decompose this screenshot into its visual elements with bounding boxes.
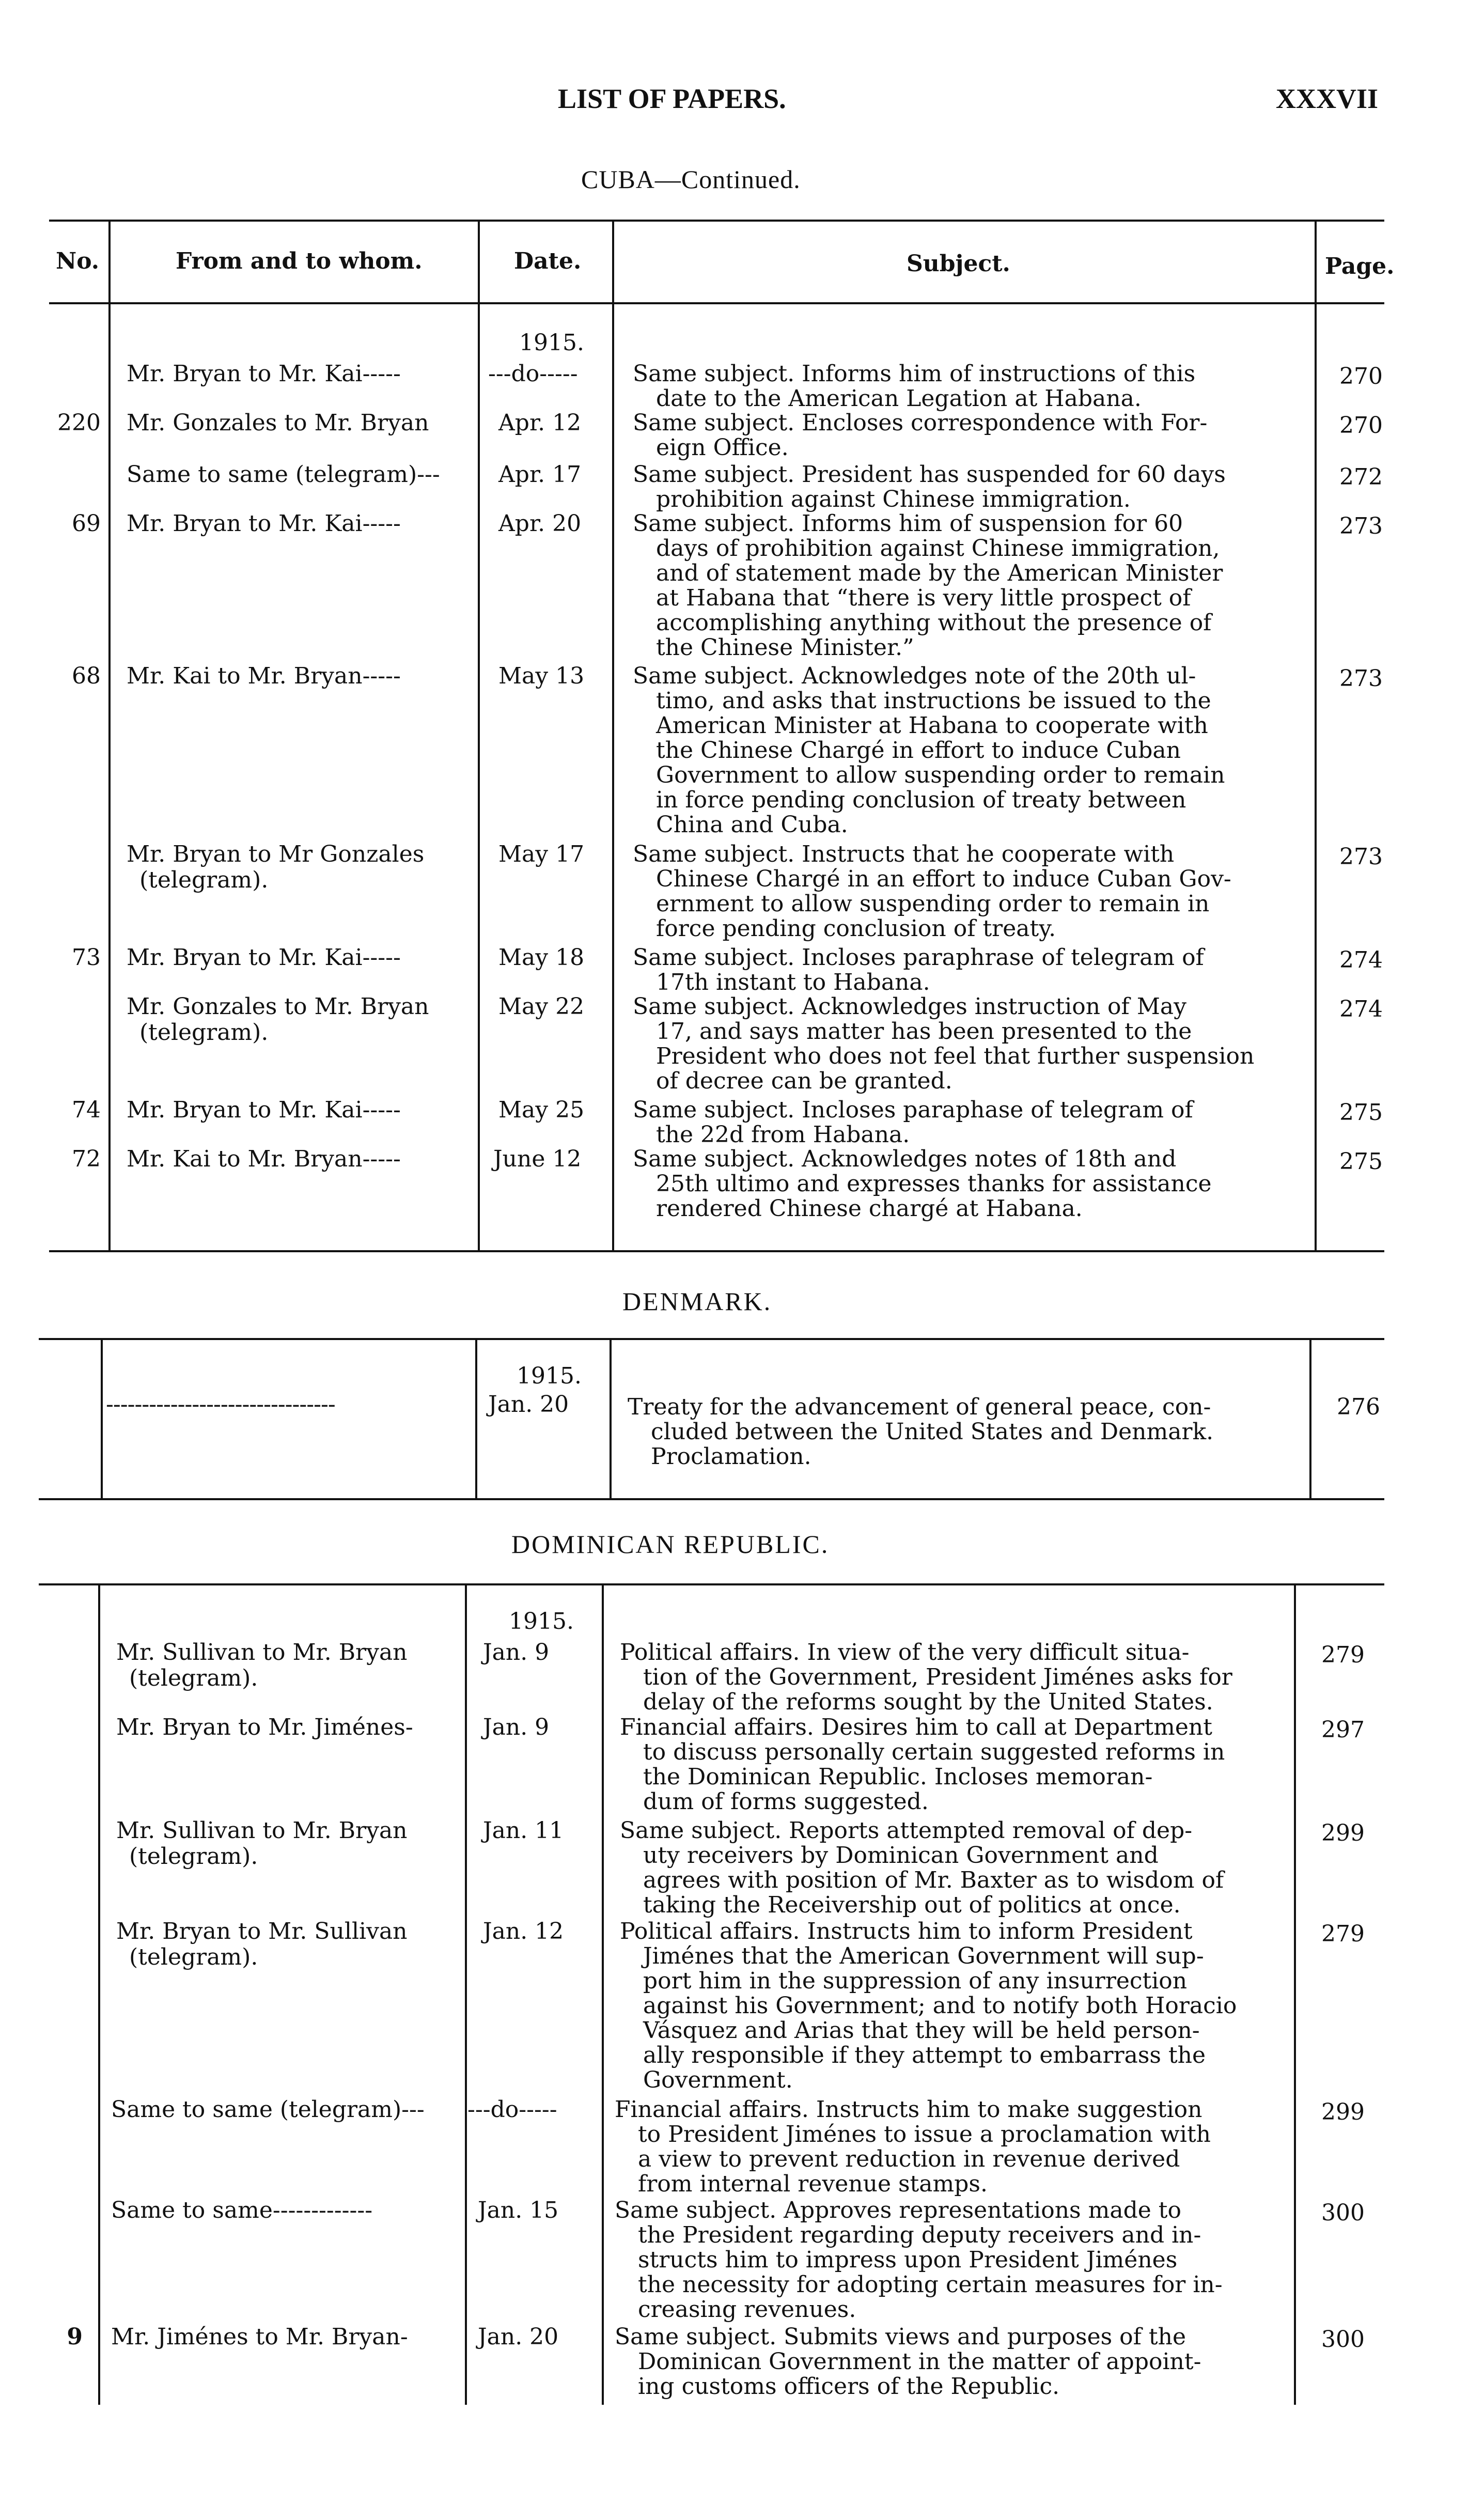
page-title: LIST OF PAPERS. <box>558 83 786 114</box>
row-date: Jan. 20 <box>478 2324 559 2350</box>
row-page: 270 <box>1339 363 1383 390</box>
subject-line: Same subject. Reports attempted removal of dep- <box>620 1817 1193 1844</box>
row-subject <box>615 2325 1296 2399</box>
subject-line: Same subject. Acknowledges instruction of May <box>633 993 1186 1020</box>
subject-line: Same subject. Incloses paraphrase of telegram of <box>633 944 1204 971</box>
subject-line: Same subject. President has suspended for 60 days <box>633 461 1226 488</box>
dominican-top-rule <box>39 1583 1384 1585</box>
row-subject <box>633 842 1315 941</box>
row-page: 279 <box>1321 1921 1365 1947</box>
subject-line: ally responsible if they attempt to embarrass the <box>643 2042 1206 2068</box>
col-header-no: No. <box>56 248 100 274</box>
subject-line: a view to prevent reduction in revenue derived <box>638 2146 1180 2172</box>
row-date: Jan. 12 <box>483 1918 564 1944</box>
subject-line: 17th instant to Habana. <box>656 969 930 995</box>
row-page: 297 <box>1321 1717 1365 1743</box>
page-numeral: XXXVII <box>1276 83 1379 114</box>
row-date: ---do----- <box>488 361 578 387</box>
subject-line: uty receivers by Dominican Government and <box>643 1842 1159 1869</box>
subject-line: agrees with position of Mr. Baxter as to wisdom of <box>643 1867 1224 1893</box>
row-date: May 13 <box>498 663 585 689</box>
subject-line: Government to allow suspending order to remain <box>656 762 1225 788</box>
row-date: May 22 <box>498 993 585 1020</box>
from-to-line: Same to same (telegram)--- <box>127 461 440 488</box>
row-date: May 18 <box>498 944 585 971</box>
row-date: ---do----- <box>467 2096 557 2123</box>
subject-line: Same subject. Instructs that he cooperate with <box>633 841 1175 867</box>
row-page: 275 <box>1339 1099 1383 1126</box>
from-to-line: Mr. Bryan to Mr Gonzales <box>127 841 425 867</box>
subject-line: Same subject. Informs him of instructions of this <box>633 361 1196 387</box>
cuba-col-divider <box>612 220 614 1250</box>
year-label: 1915. <box>509 1608 574 1635</box>
row-subject <box>633 664 1315 837</box>
row-subject <box>620 1919 1302 2093</box>
subject-line: rendered Chinese chargé at Habana. <box>656 1195 1083 1222</box>
subject-line: structs him to impress upon President Jiménes <box>638 2247 1178 2273</box>
row-date: Apr. 20 <box>498 510 582 537</box>
subject-line: Jiménes that the American Government will sup- <box>643 1943 1204 1969</box>
from-to-line: Mr. Bryan to Mr. Kai----- <box>127 1097 401 1123</box>
subject-line: 17, and says matter has been presented to the <box>656 1018 1192 1045</box>
row-page: 273 <box>1339 513 1383 539</box>
row-number: 74 <box>72 1097 101 1123</box>
from-to-line: Same to same (telegram)--- <box>111 2096 425 2123</box>
subject-line: the 22d from Habana. <box>656 1122 910 1148</box>
subject-line: taking the Receivership out of politics at once. <box>643 1892 1181 1918</box>
from-to-line: (telegram). <box>129 1843 258 1870</box>
row-date: June 12 <box>493 1146 582 1172</box>
denmark-heading: DENMARK. <box>622 1287 772 1316</box>
from-to-line: Mr. Bryan to Mr. Kai----- <box>127 510 401 537</box>
row-subject <box>620 1818 1302 1918</box>
subject-line: President who does not feel that further suspension <box>656 1043 1255 1069</box>
subject-line: China and Cuba. <box>656 812 848 838</box>
row-subject <box>620 1715 1302 1814</box>
cuba-header-rule <box>49 302 1384 304</box>
subject-line: eign Office. <box>656 434 789 461</box>
from-to-line: Mr. Kai to Mr. Bryan----- <box>127 663 401 689</box>
subject-line: accomplishing anything without the presence of <box>656 610 1212 636</box>
subject-line: the Dominican Republic. Incloses memoran- <box>643 1764 1153 1790</box>
row-subject <box>615 2198 1296 2322</box>
row-page: 274 <box>1339 996 1383 1022</box>
subject-line: and of statement made by the American Minister <box>656 560 1223 586</box>
subject-line: force pending conclusion of treaty. <box>656 915 1056 942</box>
cuba-col-divider <box>1315 220 1317 1250</box>
subject-line: creasing revenues. <box>638 2296 856 2323</box>
subject-line: port him in the suppression of any insurrection <box>643 1968 1188 1994</box>
from-to-line: (telegram). <box>129 1944 258 1970</box>
subject-line: date to the American Legation at Habana. <box>656 385 1142 412</box>
subject-line: from internal revenue stamps. <box>638 2171 988 2197</box>
row-date: Apr. 12 <box>498 410 582 436</box>
row-page: 299 <box>1321 2099 1365 2125</box>
from-to-line: Mr. Kai to Mr. Bryan----- <box>127 1146 401 1172</box>
subject-line: Same subject. Informs him of suspension for 60 <box>633 510 1183 537</box>
subject-line: timo, and asks that instructions be issued to the <box>656 688 1211 714</box>
subject-line: to discuss personally certain suggested reforms in <box>643 1739 1225 1765</box>
row-page: 299 <box>1321 1820 1365 1846</box>
year-label: 1915. <box>517 1363 582 1389</box>
dominican-col-divider <box>602 1583 604 2405</box>
subject-line: ernment to allow suspending order to remain in <box>656 891 1210 917</box>
row-page: 272 <box>1339 464 1383 490</box>
col-header-from-to: From and to whom. <box>176 248 423 274</box>
from-to-line: Mr. Jiménes to Mr. Bryan- <box>111 2324 408 2350</box>
col-header-date: Date. <box>514 248 582 274</box>
row-page: 273 <box>1339 665 1383 692</box>
cuba-col-divider <box>478 220 480 1250</box>
dominican-col-divider <box>98 1583 100 2405</box>
subject-line: Chinese Chargé in an effort to induce Cuban Gov- <box>656 866 1231 892</box>
subject-line: Dominican Government in the matter of appoint- <box>638 2348 1201 2375</box>
subject-line: American Minister at Habana to cooperate with <box>656 712 1208 739</box>
from-to-line: Mr. Gonzales to Mr. Bryan <box>127 993 429 1020</box>
row-date: Apr. 17 <box>498 461 582 488</box>
row-subject <box>628 1395 1309 1469</box>
subject-line: to President Jiménes to issue a proclamation with <box>638 2121 1211 2148</box>
cuba-top-rule <box>49 220 1384 222</box>
row-page: 300 <box>1321 2326 1365 2353</box>
row-date: May 17 <box>498 841 585 867</box>
row-page: 279 <box>1321 1642 1365 1668</box>
row-page: 275 <box>1339 1148 1383 1175</box>
subject-line: Same subject. Acknowledges notes of 18th and <box>633 1146 1177 1172</box>
cuba-heading: CUBA—Continued. <box>581 165 801 194</box>
from-to-line: Mr. Sullivan to Mr. Bryan <box>116 1639 408 1666</box>
row-subject <box>615 2097 1296 2197</box>
subject-line: prohibition against Chinese immigration. <box>656 486 1131 512</box>
col-header-subject: Subject. <box>907 251 1010 277</box>
year-label: 1915. <box>519 330 584 356</box>
row-subject <box>633 511 1315 660</box>
subject-line: Same subject. Approves representations made to <box>615 2197 1181 2223</box>
row-number: 72 <box>72 1146 101 1172</box>
row-date: Jan. 15 <box>478 2197 559 2223</box>
denmark-col-divider <box>101 1338 103 1498</box>
subject-line: the Chinese Chargé in effort to induce Cuban <box>656 737 1181 764</box>
row-subject <box>633 462 1315 512</box>
subject-line: Proclamation. <box>651 1443 811 1470</box>
denmark-top-rule <box>39 1338 1384 1340</box>
row-page: 270 <box>1339 412 1383 439</box>
subject-line: cluded between the United States and Denmark. <box>651 1419 1214 1445</box>
subject-line: Same subject. Submits views and purposes of the <box>615 2324 1186 2350</box>
row-number: 220 <box>57 410 101 436</box>
from-to-line: Mr. Bryan to Mr. Kai----- <box>127 944 401 971</box>
subject-line: Political affairs. In view of the very difficult situa- <box>620 1639 1190 1666</box>
subject-line: Same subject. Acknowledges note of the 20th ul- <box>633 663 1196 689</box>
row-date: Jan. 9 <box>483 1639 550 1666</box>
subject-line: against his Government; and to notify both Horacio <box>643 1993 1237 2019</box>
subject-line: tion of the Government, President Jiménes asks for <box>643 1664 1232 1690</box>
subject-line: Financial affairs. Instructs him to make suggestion <box>615 2096 1202 2123</box>
subject-line: days of prohibition against Chinese immigration, <box>656 535 1220 562</box>
subject-line: 25th ultimo and expresses thanks for assistance <box>656 1171 1212 1197</box>
row-date: Jan. 11 <box>483 1817 564 1844</box>
denmark-col-divider <box>1309 1338 1311 1498</box>
from-to-line: (telegram). <box>129 1665 258 1691</box>
from-to-line: Mr. Bryan to Mr. Jiménes- <box>116 1714 413 1740</box>
subject-line: Government. <box>643 2067 793 2093</box>
subject-line: ing customs officers of the Republic. <box>638 2373 1060 2400</box>
subject-line: in force pending conclusion of treaty between <box>656 787 1186 813</box>
row-subject <box>633 945 1315 995</box>
subject-line: the President regarding deputy receivers and in- <box>638 2222 1201 2248</box>
denmark-col-divider <box>475 1338 477 1498</box>
from-to-line: -------------------------------- <box>106 1391 335 1418</box>
from-to-line: Mr. Bryan to Mr. Kai----- <box>127 361 401 387</box>
row-page: 273 <box>1339 844 1383 870</box>
row-subject <box>633 1098 1315 1147</box>
cuba-bottom-rule <box>49 1250 1384 1252</box>
subject-line: Treaty for the advancement of general peace, con- <box>628 1394 1211 1420</box>
row-page: 274 <box>1339 947 1383 973</box>
col-header-page: Page. <box>1325 253 1395 279</box>
row-subject <box>633 411 1315 460</box>
subject-line: the Chinese Minister.” <box>656 634 914 661</box>
dominican-heading: DOMINICAN REPUBLIC. <box>511 1530 830 1559</box>
subject-line: of decree can be granted. <box>656 1068 952 1094</box>
subject-line: Same subject. Incloses paraphase of telegram of <box>633 1097 1193 1123</box>
row-number: 68 <box>72 663 101 689</box>
subject-line: Same subject. Encloses correspondence with For- <box>633 410 1208 436</box>
subject-line: the necessity for adopting certain measures for in- <box>638 2271 1223 2298</box>
row-subject <box>620 1640 1302 1715</box>
row-date: Jan. 20 <box>488 1391 569 1418</box>
subject-line: Financial affairs. Desires him to call at Department <box>620 1714 1212 1740</box>
row-page: 276 <box>1337 1394 1380 1420</box>
subject-line: at Habana that “there is very little prospect of <box>656 585 1191 611</box>
subject-line: Political affairs. Instructs him to inform President <box>620 1918 1193 1944</box>
dominican-col-divider <box>465 1583 467 2405</box>
from-to-line: (telegram). <box>139 1019 269 1046</box>
cuba-col-divider <box>108 220 111 1250</box>
row-date: Jan. 9 <box>483 1714 550 1740</box>
row-date: May 25 <box>498 1097 585 1123</box>
row-number: 73 <box>72 944 101 971</box>
row-number: 9 <box>67 2324 83 2350</box>
denmark-bottom-rule <box>39 1498 1384 1500</box>
row-subject <box>633 362 1315 411</box>
denmark-col-divider <box>610 1338 612 1498</box>
from-to-line: Mr. Sullivan to Mr. Bryan <box>116 1817 408 1844</box>
row-subject <box>633 1147 1315 1221</box>
subject-line: Vásquez and Arias that they will be held person- <box>643 2017 1200 2044</box>
row-subject <box>633 994 1315 1094</box>
row-number: 69 <box>72 510 101 537</box>
row-page: 300 <box>1321 2200 1365 2226</box>
from-to-line: (telegram). <box>139 867 269 893</box>
subject-line: dum of forms suggested. <box>643 1788 929 1815</box>
subject-line: delay of the reforms sought by the United States. <box>643 1689 1213 1715</box>
from-to-line: Mr. Gonzales to Mr. Bryan <box>127 410 429 436</box>
from-to-line: Mr. Bryan to Mr. Sullivan <box>116 1918 408 1944</box>
from-to-line: Same to same------------- <box>111 2197 373 2223</box>
